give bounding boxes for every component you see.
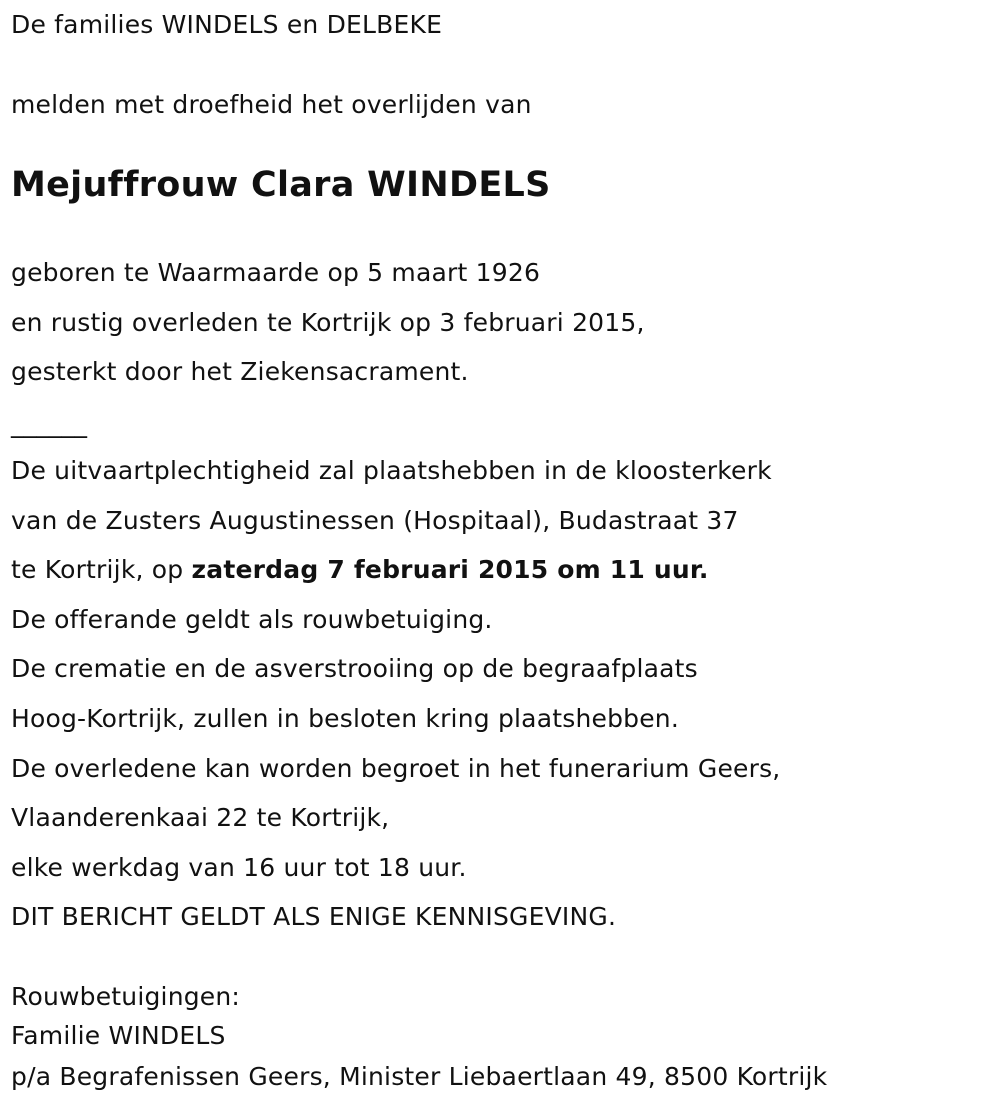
funeral-date: zaterdag 7 februari 2015 om 11 uur. xyxy=(191,555,709,584)
birth-line: geboren te Waarmaarde op 5 maart 1926 xyxy=(11,258,541,287)
sacrament-line: gesterkt door het Ziekensacrament. xyxy=(11,357,469,386)
funeral-line-8: Vlaanderenkaai 22 te Kortrijk, xyxy=(11,803,390,832)
funeral-line-3-prefix: te Kortrijk, op xyxy=(11,555,192,584)
condolences-recipient: Familie WINDELS xyxy=(11,1021,226,1050)
funeral-line-2: van de Zusters Augustinessen (Hospitaal), Budastraat 37 xyxy=(11,506,739,535)
deceased-name: Mejuffrouw Clara WINDELS xyxy=(11,165,551,205)
condolences-address: p/a Begrafenissen Geers, Minister Liebaertlaan 49, 8500 Kortrijk xyxy=(11,1062,828,1091)
funeral-line-4: De offerande geldt als rouwbetuiging. xyxy=(11,605,493,634)
notice-line: DIT BERICHT GELDT ALS ENIGE KENNISGEVING. xyxy=(11,902,617,931)
separator-line: ______ xyxy=(11,409,88,438)
funeral-line-3 xyxy=(11,555,709,585)
families-line: De families WINDELS en DELBEKE xyxy=(11,10,443,39)
death-line: en rustig overleden te Kortrijk op 3 februari 2015, xyxy=(11,308,645,337)
funeral-line-1: De uitvaartplechtigheid zal plaatshebben in de kloosterkerk xyxy=(11,456,772,485)
funeral-line-6: Hoog-Kortrijk, zullen in besloten kring plaatshebben. xyxy=(11,704,679,733)
condolences-heading: Rouwbetuigingen: xyxy=(11,982,241,1011)
intro-line: melden met droefheid het overlijden van xyxy=(11,90,532,119)
funeral-line-9: elke werkdag van 16 uur tot 18 uur. xyxy=(11,853,467,882)
funeral-line-7: De overledene kan worden begroet in het funerarium Geers, xyxy=(11,754,781,783)
funeral-line-5: De crematie en de asverstrooiing op de begraafplaats xyxy=(11,654,698,683)
